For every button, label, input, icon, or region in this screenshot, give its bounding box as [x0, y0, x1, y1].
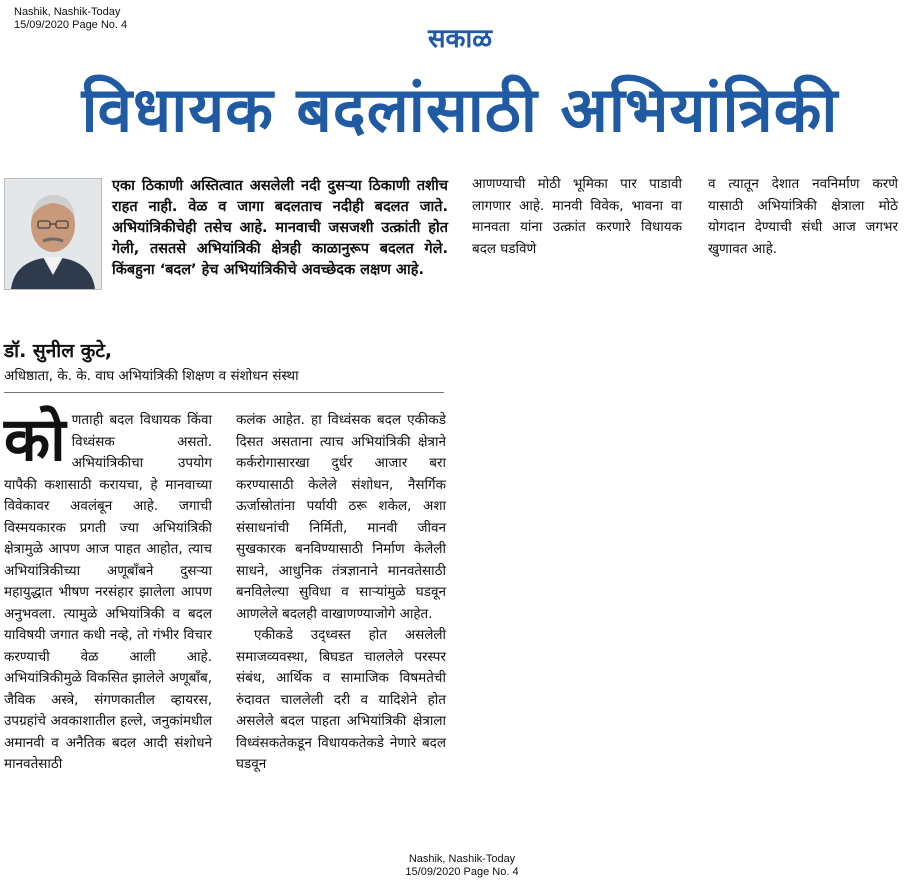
page-meta-bottom [392, 853, 532, 879]
author-photo [4, 178, 102, 290]
article-headline: विधायक बदलांसाठी अभियांत्रिकी [81, 73, 839, 146]
body-column-3: आणण्याची मोठी भूमिका पार पाडावी लागणार आहे. मानवी विवेक, भावना वा मानवता यांना उत्क्रांत करणारे विधायक बदल घडविणे [472, 176, 682, 257]
author-name: डॉ. सुनील कुटे, [4, 340, 113, 362]
body-column-2 [236, 410, 446, 776]
meta-bottom-line2: 15/09/2020 Page No. 4 [405, 866, 519, 878]
drop-cap: को [4, 405, 66, 475]
author-portrait-icon [5, 179, 101, 289]
article-intro: एका ठिकाणी अस्तित्वात असलेली नदी दुसऱ्या ठिकाणी तशीच राहत नाही. वेळ व जागा बदलताच नदीही बदलत जाते. अभियांत्रिकीचेही तसेच आहे. मानवाची जसजशी उत्क्रांती होत गेली, तसतसे अभियांत्रिकी क्षेत्रही काळानुरूप बदलत गेले. किंबहुना ‘बदल’ हेच अभियांत्रिकीचे अवच्छेदक लक्षण आहे. [112, 178, 448, 278]
author-title: अधिष्ठाता, के. के. वाघ अभियांत्रिकी शिक्षण व संशोधन संस्था [4, 368, 299, 384]
meta-top-line1: Nashik, Nashik-Today [14, 6, 121, 18]
body-column-2-para-1: कलंक आहेत. हा विध्वंसक बदल एकीकडे दिसत असताना त्याच अभियांत्रिकी क्षेत्राने कर्करोगासारखा दुर्धर आजार बरा करण्यासाठी केलेले संशोधन, नैसर्गिक ऊर्जास्रोतांना पर्यायी ठरू शकेल, अशा संसाधनांची निर्मिती, मानवी जीवन सुखकारक बनविण्यासाठी निर्माण केलेली साधने, आधुनिक तंत्रज्ञानाने मानवतेसाठी बनविलेल्या सुविधा व साऱ्यांमुळे घडवून आणलेले बदलही वाखाणण्याजोगे आहेत. [236, 412, 446, 622]
page-meta-top [14, 6, 174, 32]
meta-top-line2: 15/09/2020 Page No. 4 [14, 19, 128, 31]
byline-divider [4, 392, 444, 393]
body-column-1 [4, 405, 212, 776]
body-column-4: व त्यातून देशात नवनिर्माण करणे यासाठी अभियांत्रिकी क्षेत्राला मोठे योगदान देण्याची संधी आज जगभर खुणावत आहे. [708, 176, 898, 257]
body-column-2-para-2: एकीकडे उद्ध्वस्त होत असलेली समाजव्यवस्था, बिघडत चाललेले परस्पर संबंध, आर्थिक व सामाजिक विषमतेची रुंदावत चाललेली दरी व यादिशेने होत असलेले बदल पाहता अभियांत्रिकी क्षेत्राला विध्वंसकतेकडून विधायकतेकडे नेणारे बदल घडवून [236, 627, 446, 772]
body-column-1-text: णताही बदल विधायक किंवा विध्वंसक असतो. अभियांत्रिकीचा उपयोग यापैकी कशासाठी करायचा, हे मानवाच्या विवेकावर अवलंबून आहे. जगाची विस्मयकारक प्रगती ज्या अभियांत्रिकी क्षेत्रामुळे आपण आज पाहत आहोत, त्याच अभियांत्रिकीच्या अणूबाँबने दुसऱ्या महायुद्धात भीषण नरसंहार झालेला आपण अनुभवला. त्यामुळे अभियांत्रिकी व बदल याविषयी जगात कधी नव्हे, तो गंभीर विचार करण्याची वेळ आली आहे. अभियांत्रिकीमुळे विकसित झालेले अणूबाँब, जैविक अस्त्रे, संगणकातील व्हायरस, उपग्रहांचे अवकाशातील हल्ले, जनुकांमधील अमानवी व अनैतिक बदल आदी संशोधने मानवतेसाठी [4, 412, 212, 772]
newspaper-masthead: सकाळ [427, 24, 493, 54]
meta-bottom-line1: Nashik, Nashik-Today [408, 853, 516, 865]
